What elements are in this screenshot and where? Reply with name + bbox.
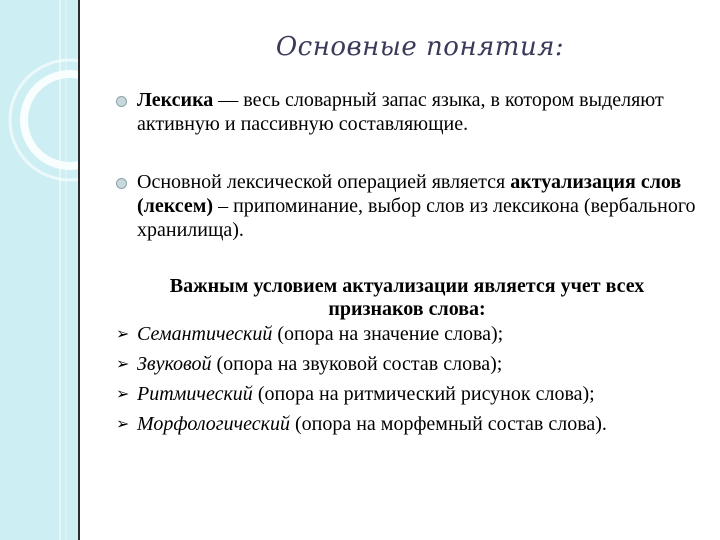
term-actualization: актуализация слов (лексем) — [137, 171, 682, 217]
criterion-term: Семантический — [137, 323, 273, 345]
criterion-morphological — [137, 412, 637, 436]
criterion-desc: (опора на значение слова); — [272, 323, 504, 345]
arrowhead-bullet-icon: ➢ — [116, 384, 130, 403]
bullet-lexicon — [137, 88, 697, 136]
definition-lexicon: — весь словарный запас языка, в котором выделяют активную и пассивную составляющие. — [137, 89, 664, 135]
criterion-term: Морфологический — [137, 413, 290, 435]
bullet-actualization-intro: Основной лексической операцией является — [137, 171, 511, 193]
arrowhead-bullet-icon: ➢ — [116, 354, 130, 373]
criterion-sound — [137, 352, 697, 376]
decorative-circles — [0, 0, 78, 540]
criterion-term: Ритмический — [137, 383, 253, 405]
condition-heading: Важным условием актуализации является учет всех признаков слова: — [169, 275, 645, 320]
round-bullet-icon — [116, 178, 127, 189]
criterion-desc: (опора на звуковой состав слова); — [211, 353, 503, 375]
definition-actualization: – припоминание, выбор слов из лексикона (вербального хранилища). — [137, 195, 696, 241]
criterion-rhythmic — [137, 382, 697, 406]
criterion-term: Звуковой — [137, 353, 212, 375]
term-lexicon: Лексика — [137, 89, 214, 111]
criterion-desc: (опора на ритмический рисунок слова); — [252, 383, 595, 405]
bullet-actualization — [137, 170, 697, 242]
round-bullet-icon — [116, 96, 127, 107]
slide-title: Основные понятия: — [275, 32, 565, 62]
criterion-semantic — [137, 322, 697, 346]
decorative-side-band — [0, 0, 80, 540]
arrowhead-bullet-icon: ➢ — [116, 414, 130, 433]
criterion-desc: (опора на морфемный состав слова). — [289, 413, 607, 435]
arrowhead-bullet-icon: ➢ — [116, 324, 130, 343]
